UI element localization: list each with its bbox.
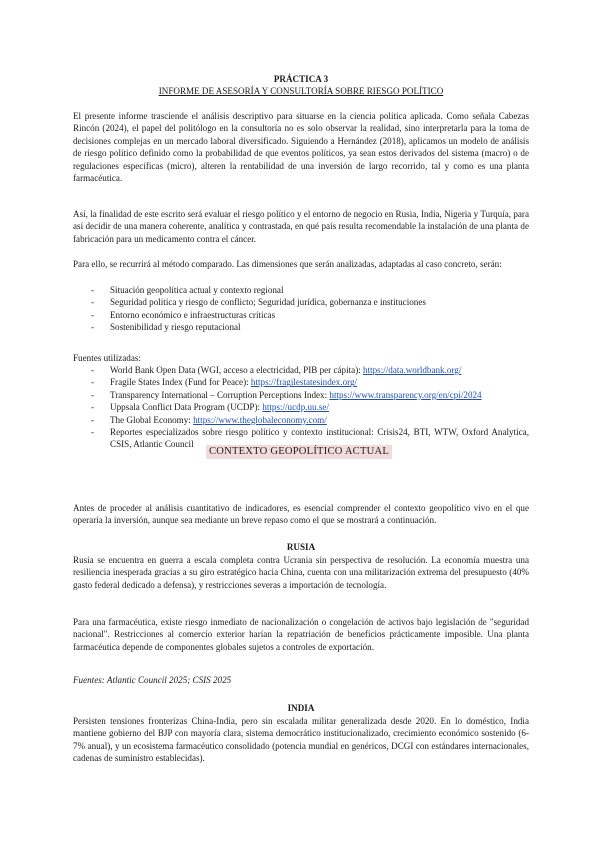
source-link[interactable]: https://ucdp.uu.se/ <box>262 402 329 413</box>
russia-sources: Fuentes: Atlantic Council 2025; CSIS 2025 <box>73 675 232 685</box>
section-title-context: CONTEXTO GEOPOLÍTICO ACTUAL <box>206 445 392 459</box>
report-subtitle: INFORME DE ASESORÍA Y CONSULTORÍA SOBRE RIESGO POLÍTICO <box>158 86 444 96</box>
heading-russia: RUSIA <box>286 542 316 552</box>
intro-paragraph-1: El presente informe trasciende el análisis descriptivo para situarse en la ciencia política aplicada. Como señala Cabezas Rincón (2024), el papel del politólogo en la consultoría no es solo observar la realidad, sino interpretarla para la toma de decisiones complejas en un mercado laboral diversificado. Siguiendo a Hernández (2018), aplicamos un modelo de análisis de riesgo político definido como la probabilidad de que eventos políticos, ya sean estos derivados del sistema (macro) o de regulaciones específicas (micro), alteren la rentabilidad de una inversión de largo recorrido, tal y como es una planta farmacéutica. <box>73 111 529 184</box>
intro-paragraph-3: Para ello, se recurrirá al método comparado. Las dimensiones que serán analizadas, adaptadas al caso concreto, serán: <box>73 259 502 269</box>
heading-india: INDIA <box>287 703 315 713</box>
practice-title: PRÁCTICA 3 <box>273 74 329 84</box>
list-item: - Situación geopolítica actual y contexto regional <box>73 284 529 296</box>
context-intro: Antes de proceder al análisis cuantitativo de indicadores, es esencial comprender el contexto geopolítico vivo en el que operaría la inversión, aunque sea mediante un breve repaso como el que se mostrará a continuación. <box>73 503 529 526</box>
source-item: - World Bank Open Data (WGI, acceso a electricidad, PIB per cápita): https://data.worldbank.org/ <box>73 364 529 376</box>
source-item: - Uppsala Conflict Data Program (UCDP): https://ucdp.uu.se/ <box>73 401 529 413</box>
intro-paragraph-2: Así, la finalidad de este escrito será evaluar el riesgo político y el entorno de negocio en Rusia, India, Nigeria y Turquía, para así decidir de una manera coherente, analítica y contrastada, en qué país resulta recomendable la instalación de una planta de fabricación para un medicamento contra el cáncer. <box>73 209 529 244</box>
source-link[interactable]: https://www.transparency.org/en/cpi/2024 <box>329 389 482 400</box>
source-link[interactable]: https://data.worldbank.org/ <box>363 365 462 375</box>
india-paragraph-1: Persisten tensiones fronterizas China-India, pero sin escalada militar generalizada desde 2020. En lo doméstico, India mantiene gobierno del BJP con mayoría clara, sistema democrático institucionalizado, crecimiento económico sostenido (6-7% anual), y un ecosistema farmacéutico consolidado (potencia mundial en genéricos, DCGI con estándares internacionales, cadenas de suministro establecidas). <box>73 716 529 764</box>
source-item: - The Global Economy: https://www.theglobaleconomy.com/ <box>73 414 529 426</box>
list-item: - Seguridad política y riesgo de conflicto; Seguridad jurídica, gobernanza e instituciones <box>73 296 529 308</box>
list-item: - Entorno económico e infraestructuras críticas <box>73 309 529 321</box>
russia-paragraph-1: Rusia se encuentra en guerra a escala completa contra Ucrania sin perspectiva de resolución. La economía muestra una resiliencia inesperada gracias a su giro estratégico hacia China, cuenta con una militarización extrema del presupuesto (40% gasto federal dedicado a defensa), y restricciones severas a importación de tecnología. <box>73 555 529 590</box>
source-item: - Reportes especializados sobre riesgo político y contexto institucional: Crisis24, BTI, WTW, Oxford Analytica, CSIS, Atlantic Council <box>73 426 529 451</box>
sources-list <box>73 364 529 451</box>
dimensions-list <box>73 284 529 334</box>
list-item: - Sostenibilidad y riesgo reputacional <box>73 321 529 333</box>
source-item: - Fragile States Index (Fund for Peace): https://fragilestatesindex.org/ <box>73 376 529 388</box>
source-item: - Transparency International – Corruption Perceptions Index: https://www.transparency.org/en/cpi/2024 <box>73 389 529 401</box>
source-link[interactable]: https://www.theglobaleconomy.com/ <box>193 414 327 425</box>
sources-heading: Fuentes utilizadas: <box>73 353 141 363</box>
russia-paragraph-2: Para una farmacéutica, existe riesgo inmediato de nacionalización o congelación de activos bajo legislación de "seguridad nacional". Restricciones al comercio exterior harían la repatriación de beneficios prácticamente imposible. Una planta farmacéutica depende de componentes globales sujetos a controles de exportación. <box>73 617 529 652</box>
source-link[interactable]: https://fragilestatesindex.org/ <box>250 377 358 388</box>
